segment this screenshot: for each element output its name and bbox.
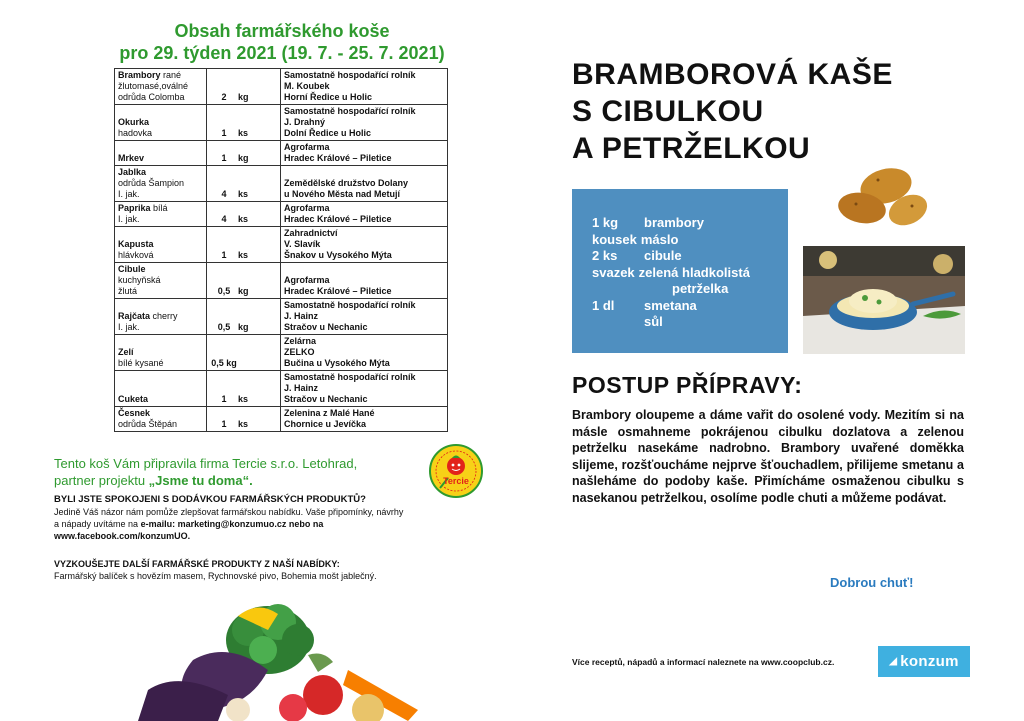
- item-source: Dolní Ředice u Holic: [284, 128, 372, 138]
- item-source-cell: [281, 69, 448, 105]
- item-quantity: 0,5 kg: [211, 358, 237, 368]
- item-name: Cuketa: [118, 394, 149, 404]
- item-name-cell: [115, 69, 207, 105]
- item-source-cell: [281, 335, 448, 371]
- item-name-cell: [115, 335, 207, 371]
- item-source-cell: [281, 141, 448, 166]
- item-name-cell: [115, 105, 207, 141]
- ingredient-name: zelená hladkolistá: [638, 264, 750, 280]
- konzum-logo-text: konzum: [900, 653, 959, 670]
- item-name-cell: [115, 166, 207, 202]
- item-name: Mrkev: [118, 153, 145, 163]
- prepared-by-text: [54, 455, 414, 489]
- item-detail: odrůda Colomba: [118, 92, 185, 102]
- item-detail: odrůda Štěpán: [118, 419, 178, 429]
- ingredient-name: petrželka: [672, 281, 729, 296]
- item-source: Hradec Králové – Piletice: [284, 286, 392, 296]
- ingredient-name: máslo: [640, 231, 679, 247]
- item-source-cell: [281, 263, 448, 299]
- item-quantity: 1: [221, 250, 227, 260]
- item-qty-cell: [207, 227, 281, 263]
- item-source: ZELKO: [284, 347, 315, 357]
- item-source-cell: [281, 371, 448, 407]
- item-name-cell: [115, 371, 207, 407]
- item-detail: žlutá: [118, 286, 138, 296]
- item-detail: žlutomasé,oválné: [118, 81, 189, 91]
- ingredient-row: [592, 248, 788, 265]
- closing-text: Dobrou chuť!: [830, 575, 914, 590]
- item-unit: kg: [238, 322, 249, 332]
- feedback-line2: a nápady uvítáme na e-mailu: marketing@konzumuo.cz nebo na: [54, 519, 324, 529]
- item-detail: I. jak.: [118, 322, 140, 332]
- item-name: Česnek: [118, 408, 151, 418]
- item-source: Zemědělské družstvo Dolany: [284, 178, 409, 188]
- ingredient-row: [592, 232, 788, 249]
- item-unit: ks: [238, 128, 249, 138]
- item-name: Rajčata: [118, 311, 151, 321]
- item-source: Samostatně hospodařící rolník: [284, 70, 416, 80]
- mashed-potatoes-photo: [803, 246, 965, 354]
- recipe-title-line3: A PETRŽELKOU: [572, 132, 811, 165]
- feedback-email[interactable]: e-mailu: marketing@konzumuo.cz nebo na: [140, 519, 324, 529]
- facebook-link[interactable]: www.facebook.com/konzumUO.: [54, 531, 191, 541]
- item-quantity: 4: [221, 214, 227, 224]
- item-detail: bílé kysané: [118, 358, 164, 368]
- item-source: Bučina u Vysokého Mýta: [284, 358, 390, 368]
- method-text: Brambory oloupeme a dáme vařit do osolené vody. Mezitím si na másle osmahneme pokrájenou cibulku dozlatova a zelenou petrželku nasekáme nadrobno. Brambory uvařené doměkka slijeme, rozšťoucháme nejprve šťouchadlem, přilijeme smetanu a našleháme do podoby kaše. Přimícháme osmaženou cibulku s nasekanou petrželkou, osolíme podle chuti a můžeme podávat.: [572, 408, 964, 505]
- item-unit: kg: [238, 92, 249, 102]
- potatoes-image: [826, 160, 934, 232]
- konzum-logo: [878, 646, 970, 677]
- item-quantity: 4: [221, 189, 227, 199]
- item-source: Horní Ředice u Holic: [284, 92, 373, 102]
- tercie-logo: [418, 442, 490, 500]
- item-name-cell: [115, 202, 207, 227]
- tercie-logo-text: Tercie: [443, 476, 469, 486]
- basket-title-line1: Obsah farmářského koše: [174, 21, 390, 41]
- feedback-section: [54, 494, 494, 542]
- item-source: V. Slavík: [284, 239, 321, 249]
- ingredient-row: [592, 215, 788, 232]
- ingredient-row: [592, 281, 788, 298]
- footer-text: Více receptů, nápadů a informací naleznete na www.coopclub.cz.: [572, 657, 835, 667]
- ingredients-box: [572, 189, 788, 353]
- feedback-heading: BYLI JSTE SPOKOJENI S DODÁVKOU FARMÁŘSKÝCH PRODUKTŮ?: [54, 494, 366, 505]
- prepared-line1: Tento koš Vám připravila firma Tercie s.r.o. Letohrad,: [54, 456, 358, 471]
- prepared-line2: partner projektu „Jsme tu doma“.: [54, 473, 253, 488]
- item-quantity: 2: [221, 92, 227, 102]
- item-quantity: 1: [221, 128, 227, 138]
- item-name: Zelí: [118, 347, 134, 357]
- item-name: Brambory: [118, 70, 161, 80]
- item-source: J. Drahný: [284, 117, 326, 127]
- item-source: Samostatně hospodařící rolník: [284, 106, 416, 116]
- item-qty-cell: [207, 141, 281, 166]
- item-unit: kg: [238, 286, 249, 296]
- more-products-list: Farmářský balíček s hovězím masem, Rychnovské pivo, Bohemia mošt jablečný.: [54, 571, 377, 581]
- item-qty-cell: [207, 202, 281, 227]
- item-qty-cell: [207, 105, 281, 141]
- ingredient-row: [592, 265, 788, 282]
- feedback-line1: Jedině Váš názor nám pomůže zlepšovat farmářskou nabídku. Vaše připomínky, návrhy: [54, 507, 404, 517]
- konzum-mark-icon: ◢: [889, 656, 898, 667]
- item-source: Stračov u Nechanic: [284, 322, 368, 332]
- item-variety: bílá: [150, 203, 168, 213]
- table-row: [115, 202, 448, 227]
- recipe-title: [572, 56, 972, 167]
- ingredient-name: sůl: [644, 314, 663, 329]
- item-detail: hadovka: [118, 128, 153, 138]
- item-name: Okurka: [118, 117, 150, 127]
- item-name-cell: [115, 141, 207, 166]
- item-detail: hlávková: [118, 250, 154, 260]
- item-name-cell: [115, 299, 207, 335]
- table-row: [115, 141, 448, 166]
- item-detail: I. jak.: [118, 189, 140, 199]
- ingredient-name: smetana: [644, 297, 697, 313]
- item-unit: ks: [238, 419, 249, 429]
- item-unit: kg: [238, 153, 249, 163]
- item-qty-cell: [207, 69, 281, 105]
- item-source: J. Hainz: [284, 383, 319, 393]
- ingredient-qty: svazek: [592, 264, 635, 280]
- item-source: Agrofarma: [284, 142, 330, 152]
- table-row: [115, 69, 448, 105]
- more-products-section: [54, 558, 494, 582]
- item-source-cell: [281, 202, 448, 227]
- more-products-heading: VYZKOUŠEJTE DALŠÍ FARMÁŘSKÉ PRODUKTY Z NAŠÍ NABÍDKY:: [54, 559, 340, 569]
- ingredient-row: [592, 298, 788, 315]
- ingredient-qty: 1 dl: [592, 297, 615, 313]
- vegetables-image: [118, 600, 448, 721]
- item-name: Jablka: [118, 167, 147, 177]
- item-qty-cell: [207, 166, 281, 202]
- item-source: J. Hainz: [284, 311, 319, 321]
- basket-title-line2: pro 29. týden 2021 (19. 7. - 25. 7. 2021): [119, 43, 445, 63]
- method-heading: POSTUP PŘÍPRAVY:: [572, 372, 803, 398]
- item-source: Hradec Králové – Piletice: [284, 214, 392, 224]
- table-row: [115, 105, 448, 141]
- item-source: Agrofarma: [284, 203, 330, 213]
- item-source-cell: [281, 407, 448, 432]
- table-row: [115, 407, 448, 432]
- item-source-cell: [281, 227, 448, 263]
- item-source: M. Koubek: [284, 81, 330, 91]
- ingredient-name: cibule: [644, 248, 682, 263]
- item-name: Cibule: [118, 264, 146, 274]
- item-source-cell: [281, 105, 448, 141]
- item-unit: ks: [238, 394, 249, 404]
- item-source-cell: [281, 299, 448, 335]
- project-name: „Jsme tu doma“.: [148, 473, 253, 488]
- item-unit: ks: [238, 214, 249, 224]
- ingredient-row: [592, 314, 788, 331]
- item-source: Samostatně hospodařící rolník: [284, 372, 416, 382]
- item-source: Stračov u Nechanic: [284, 394, 368, 404]
- table-row: [115, 263, 448, 299]
- item-quantity: 0,5: [217, 286, 231, 296]
- item-source: Agrofarma: [284, 275, 330, 285]
- table-row: [115, 371, 448, 407]
- ingredient-name: brambory: [644, 215, 704, 230]
- recipe-title-line2: S CIBULKOU: [572, 95, 764, 128]
- recipe-title-line1: BRAMBOROVÁ KAŠE: [572, 58, 893, 91]
- item-source: Chornice u Jevíčka: [284, 419, 367, 429]
- item-qty-cell: [207, 263, 281, 299]
- table-row: [115, 299, 448, 335]
- item-quantity: 1: [221, 153, 227, 163]
- item-source: Zahradnictví: [284, 228, 338, 238]
- item-name-cell: [115, 263, 207, 299]
- ingredient-qty: 1 kg: [592, 215, 619, 230]
- item-source: Šnakov u Vysokého Mýta: [284, 250, 392, 260]
- table-row: [115, 166, 448, 202]
- item-qty-cell: [207, 299, 281, 335]
- item-source-cell: [281, 166, 448, 202]
- item-qty-cell: [207, 335, 281, 371]
- item-name: Kapusta: [118, 239, 154, 249]
- item-qty-cell: [207, 407, 281, 432]
- basket-items-table: [114, 68, 448, 432]
- item-source: Hradec Králové – Piletice: [284, 153, 392, 163]
- basket-title: [80, 20, 484, 64]
- item-name-cell: [115, 407, 207, 432]
- item-name: Paprika: [118, 203, 151, 213]
- item-variety: rané: [160, 70, 182, 80]
- item-source: Zelenina z Malé Hané: [284, 408, 375, 418]
- item-quantity: 0,5: [217, 322, 231, 332]
- table-row: [115, 335, 448, 371]
- item-source: Zelárna: [284, 336, 317, 346]
- ingredient-qty: 2 ks: [592, 248, 618, 263]
- item-name-cell: [115, 227, 207, 263]
- item-unit: ks: [238, 189, 249, 199]
- item-source: u Nového Města nad Metují: [284, 189, 401, 199]
- item-quantity: 1: [221, 419, 227, 429]
- item-variety: cherry: [150, 311, 178, 321]
- item-detail: odrůda Šampion: [118, 178, 185, 188]
- item-qty-cell: [207, 371, 281, 407]
- item-detail: kuchyňská: [118, 275, 161, 285]
- item-quantity: 1: [221, 394, 227, 404]
- ingredient-qty: kousek: [592, 231, 637, 247]
- item-detail: I. jak.: [118, 214, 140, 224]
- item-unit: ks: [238, 250, 249, 260]
- item-source: Samostatně hospodařící rolník: [284, 300, 416, 310]
- table-row: [115, 227, 448, 263]
